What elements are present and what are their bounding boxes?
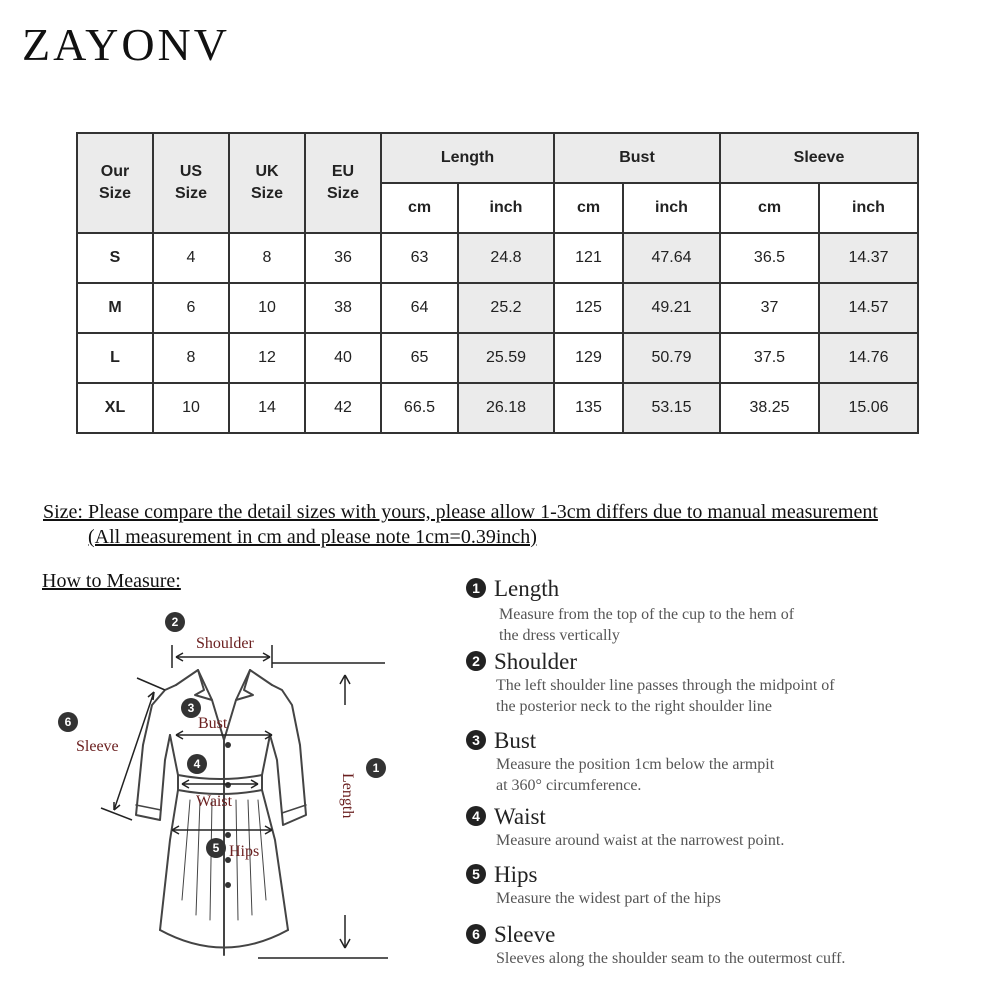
cell-length-inch: 25.59: [458, 333, 554, 383]
diagram-marker-5: [206, 838, 226, 858]
cell-us: 6: [153, 283, 229, 333]
diagram-label-sleeve: Sleeve: [76, 738, 119, 755]
instruction-title: Sleeve: [494, 922, 556, 947]
header-us-size: US Size: [153, 133, 229, 233]
diagram-label-length: Length: [339, 773, 356, 819]
cell-length-cm: 65: [381, 333, 458, 383]
cell-eu: 36: [305, 233, 381, 283]
dress-measure-diagram: [0, 600, 460, 1000]
subheader-bust-cm: cm: [554, 183, 623, 233]
svg-text:1: 1: [372, 761, 380, 775]
cell-bust-cm: 129: [554, 333, 623, 383]
number-badge-icon: 1: [466, 578, 486, 598]
cell-uk: 14: [229, 383, 305, 433]
cell-size: M: [77, 283, 153, 333]
table-row: [77, 233, 918, 283]
instruction-desc: Measure the position 1cm below the armpit at 360° circumference.: [496, 756, 775, 794]
instruction-length: [466, 576, 795, 644]
number-badge-icon: 6: [466, 924, 486, 944]
how-to-measure-heading: How to Measure:: [42, 570, 181, 592]
subheader-sleeve-inch: inch: [819, 183, 918, 233]
instruction-sleeve: [466, 922, 846, 967]
header-bust: Bust: [554, 133, 720, 183]
diagram-label-shoulder: Shoulder: [196, 635, 254, 652]
svg-text:5: 5: [212, 841, 220, 855]
cell-length-cm: 63: [381, 233, 458, 283]
measurement-note: Size: Please compare the detail sizes with yours, please allow 1-3cm differs due to manual measurement: [43, 501, 878, 523]
cell-uk: 12: [229, 333, 305, 383]
diagram-marker-3: [181, 698, 201, 718]
header-uk-size: UK Size: [229, 133, 305, 233]
diagram-label-bust: Bust: [198, 715, 228, 732]
instruction-title: Bust: [494, 728, 537, 753]
header-length: Length: [381, 133, 554, 183]
instruction-title: Waist: [494, 804, 546, 829]
number-badge-icon: 4: [466, 806, 486, 826]
cell-sleeve-inch: 15.06: [819, 383, 918, 433]
diagram-label-waist: Waist: [196, 793, 233, 810]
diagram-marker-2: [165, 612, 185, 632]
cell-sleeve-cm: 36.5: [720, 233, 819, 283]
number-badge-icon: 3: [466, 730, 486, 750]
cell-bust-inch: 53.15: [623, 383, 720, 433]
cell-eu: 42: [305, 383, 381, 433]
subheader-sleeve-cm: cm: [720, 183, 819, 233]
cell-length-cm: 66.5: [381, 383, 458, 433]
number-badge-icon: 5: [466, 864, 486, 884]
cell-size: XL: [77, 383, 153, 433]
instruction-title: Shoulder: [494, 649, 578, 674]
cell-size: L: [77, 333, 153, 383]
table-row: [77, 333, 918, 383]
cell-eu: 38: [305, 283, 381, 333]
subheader-length-inch: inch: [458, 183, 554, 233]
cell-sleeve-inch: 14.57: [819, 283, 918, 333]
cell-bust-inch: 49.21: [623, 283, 720, 333]
instruction-desc: Measure around waist at the narrowest point.: [496, 832, 785, 849]
cell-sleeve-cm: 37: [720, 283, 819, 333]
instruction-bust: [466, 728, 775, 794]
number-badge-icon: 2: [466, 651, 486, 671]
svg-text:4: 4: [193, 757, 201, 771]
cell-bust-inch: 50.79: [623, 333, 720, 383]
cell-length-inch: 26.18: [458, 383, 554, 433]
subheader-bust-inch: inch: [623, 183, 720, 233]
diagram-marker-4: [187, 754, 207, 774]
dress-outline: [136, 670, 306, 955]
instruction-desc: Sleeves along the shoulder seam to the outermost cuff.: [496, 950, 846, 967]
instruction-desc: Measure from the top of the cup to the hem of the dress vertically: [499, 606, 795, 644]
cell-length-inch: 25.2: [458, 283, 554, 333]
svg-text:6: 6: [64, 715, 72, 729]
instruction-shoulder: [466, 649, 835, 715]
cell-sleeve-cm: 38.25: [720, 383, 819, 433]
cell-uk: 8: [229, 233, 305, 283]
cell-bust-inch: 47.64: [623, 233, 720, 283]
table-row: [77, 383, 918, 433]
diagram-marker-6: [58, 712, 78, 732]
instruction-desc: The left shoulder line passes through the midpoint of the posterior neck to the right shoulder line: [496, 677, 835, 715]
cell-eu: 40: [305, 333, 381, 383]
cell-length-cm: 64: [381, 283, 458, 333]
cell-length-inch: 24.8: [458, 233, 554, 283]
instruction-desc: Measure the widest part of the hips: [496, 890, 721, 907]
size-chart-table: [76, 132, 919, 434]
instruction-title: Hips: [494, 862, 538, 887]
cell-bust-cm: 135: [554, 383, 623, 433]
cell-sleeve-inch: 14.37: [819, 233, 918, 283]
cell-uk: 10: [229, 283, 305, 333]
table-row: [77, 283, 918, 333]
instruction-title: Length: [494, 576, 560, 601]
subheader-length-cm: cm: [381, 183, 458, 233]
svg-text:3: 3: [187, 701, 195, 715]
measurement-unit-note: (All measurement in cm and please note 1cm=0.39inch): [88, 526, 537, 548]
cell-sleeve-cm: 37.5: [720, 333, 819, 383]
cell-sleeve-inch: 14.76: [819, 333, 918, 383]
brand-logo: ZAYONV: [22, 19, 230, 70]
diagram-marker-1: [366, 758, 386, 778]
dress-buttons: [225, 742, 231, 888]
header-sleeve: Sleeve: [720, 133, 918, 183]
cell-us: 10: [153, 383, 229, 433]
instruction-waist: [466, 804, 785, 849]
svg-text:2: 2: [171, 615, 179, 629]
header-eu-size: EU Size: [305, 133, 381, 233]
diagram-label-hips: Hips: [229, 843, 260, 860]
cell-us: 4: [153, 233, 229, 283]
header-our-size: Our Size: [77, 133, 153, 233]
cell-us: 8: [153, 333, 229, 383]
instruction-hips: [466, 862, 721, 907]
cell-bust-cm: 121: [554, 233, 623, 283]
cell-size: S: [77, 233, 153, 283]
cell-bust-cm: 125: [554, 283, 623, 333]
